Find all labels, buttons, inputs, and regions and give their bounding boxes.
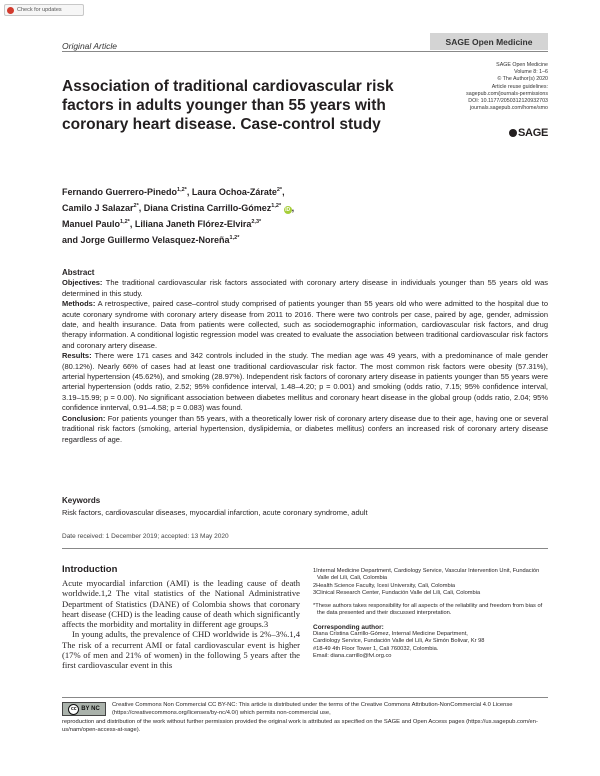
received-accepted-dates: Date received: 1 December 2019; accepted: 13 May 2020 [62,533,229,540]
corresponding-line: Cardiology Service, Fundación Valle del Lili, Av Simón Bolivar, Kr 98 [313,638,485,645]
introduction-body [62,578,300,671]
abstract [62,268,548,445]
check-updates-label: Check for updates [17,7,62,13]
corresponding-line: #18-49 4th Floor Tower 1, Cali 760032, Colombia. [313,645,439,652]
affiliation-item: 1Internal Medicine Department, Cardiology Service, Vascular Intervention Unit, Fundación Valle del Lili, Cali, Colombia [313,568,540,582]
abstract-conclusion: Conclusion: For patients younger than 55 years, with a theoretically lower risk of coronary artery disease due to their age, having one or several traditional risk factors (smoking, arterial hypertension, dyslipidemia, or diabetes mellitus) confers an increased risk of coronary artery disease regardless of age. [62,413,548,444]
article-title: Association of traditional cardiovascular risk factors in adults younger than 55 years with coronary heart disease. Case-control study [62,78,394,133]
corresponding-line: Diana Cristina Carrillo-Gómez, Internal Medicine Department, [313,631,468,638]
meta-doi[interactable]: DOI: 10.1177/2050312120932703 [468,98,548,105]
meta-journal: SAGE Open Medicine [496,62,548,68]
keywords-text: Risk factors, cardiovascular diseases, myocardial infarction, acute coronary syndrome, adult [62,508,368,517]
meta-reuse-label: Article reuse guidelines: [491,83,548,90]
equal-contribution-note: *These authors takes responsibility for all aspects of the reliability and freedom from bias of the data presented and their discussed interpretation. [313,603,543,617]
author-name[interactable]: Manuel Paulo$^{1,2*}$ [62,219,130,229]
cc-license-badge[interactable]: cc BY NC [62,702,106,716]
section-rule [62,548,548,549]
abstract-methods: Methods: A retrospective, paired case–control study comprised of patients younger than 55 years old who were admitted to the hospital due to acute coronary syndrome with coronary artery disease from 2011 to 2016. There were two controls per case, paired by age, gender, admission date, and health insurance. Data from patients were collected, such as sociodemographic information, cardiovascular risk factors, and drug therapy information. A conditional logistic regression model was created to evaluate the association between traditional cardiovascular risk factors and coronary artery disease. [62,299,548,350]
sage-logo: SAGE [509,127,548,139]
corresponding-email[interactable]: Email: diana.carrillo@fvl.org.co [313,652,392,659]
creative-commons-icon: cc [68,704,79,715]
license-text-continued: reproduction and distribution of the work without further permission provided the original work is attributed as specified on the SAGE and Open Access pages (https://us.sagepub.com/en-us/nam/open-access-at-sage). [62,719,538,734]
introduction-heading: Introduction [62,564,118,575]
meta-copyright: © The Author(s) 2020 [497,76,548,83]
license-text: Creative Commons Non Commercial CC BY-NC: This article is distributed under the terms of the Creative Commons Attribution-NonCommercial 4.0 License (https://creativecommons.org/licenses/by-nc/4.0/) which permits non-commercial use, [112,702,513,717]
meta-permissions-link[interactable]: sagepub.com/journals-permissions [466,90,548,97]
sage-logo-icon [509,129,517,137]
keywords-heading: Keywords [62,496,101,505]
affiliation-item: 3Clinical Research Center, Fundación Valle del Lili, Cali, Colombia [313,589,481,596]
abstract-results: Results: There were 171 cases and 342 controls included in the study. The median age was 49 years, with a predominance of male gender (80.12%). Nearly 66% of cases had at least one traditional cardiovascular risk factor. The most common risk factors were obesity (57.31%), arterial hypertension (45.62%), and smoking (28.97%). Independent risk factors of coronary artery disease in patients younger than 55 years were arterial hypertension (odds ratio, 2.52; 95% confidence interval, 1.48–4.20; p = 0.001) and smoking (odds ratio, 7.15; 95% confidence interval, 3.19–15.99; p = 0.00). No significant association between diabetes mellitus and coronary heart disease in the global group (odds ratio, 2.04; 95% confidence innterval, 0.91–4.58; p = 0.083) was found. [62,351,548,413]
affiliation-item: 2Health Science Faculty, Icesi University, Cali, Colombia [313,582,456,589]
author-name[interactable]: Liliana Janeth Flórez-Elvira$^{2,3*}$ [134,219,262,229]
intro-paragraph: Acute myocardial infarction (AMI) is the leading cause of death worldwide.1,2 The vital statistics of the National Administrative Department of Statistics (DANE) of Colombia shows that coronary heart disease (CHD) is the leading cause of death which significantly affects the morbidity and mortality in different age groups.3 [62,578,300,630]
journal-name-tab: SAGE Open Medicine [430,33,548,50]
abstract-objectives: Objectives: The traditional cardiovascular risk factors associated with coronary artery disease in individuals younger than 55 years old was determined in this study. [62,278,548,298]
footer-rule [62,697,548,698]
header-rule [62,51,548,52]
corresponding-author-heading: Corresponding author: [313,623,384,631]
article-type: Original Article [62,41,117,51]
check-for-updates-button[interactable] [4,4,84,16]
abstract-heading: Abstract [62,268,95,277]
meta-volume: Volume 8: 1–6 [514,69,548,76]
author-name[interactable]: Fernando Guerrero-Pinedo$^{1,2*}$ [62,187,187,197]
crossmark-icon [7,7,14,14]
orcid-icon[interactable]: iD [285,207,291,213]
author-name[interactable]: Laura Ochoa-Zárate$^{2*}$ [191,187,283,197]
author-name[interactable]: Diana Cristina Carrillo-Gómez$^{1,2*}$ [143,203,282,213]
article-meta [430,62,548,112]
author-name[interactable]: Camilo J Salazar$^{2*}$ [62,203,139,213]
author-list: Fernando Guerrero-Pinedo$^{1,2*}$, Laura Ochoa-Zárate$^{2*}$, Camilo J Salazar$^{2*}$, Diana Cristina Carrillo-Gómez$^{1,2*}$ iD , Manuel Paulo$^{1,2*}$, Liliana Janeth Flórez-Elvira$^{2,3*}$ and Jorge Guillermo Velasquez-Noreña$^{1,2*}$ [62,187,295,245]
intro-paragraph: In young adults, the prevalence of CHD worldwide is 2%–3%.1,4 The risk of a recurrent AMI or fatal cardiovascular event is higher (17% of men and 21% of women) in the following 5 years after the first cardiovascular event in this [62,629,300,671]
meta-journal-link[interactable]: journals.sagepub.com/home/smo [469,105,548,112]
affiliations-footnote [313,568,548,660]
author-name[interactable]: and Jorge Guillermo Velasquez-Noreña$^{1,2*}$ [62,235,240,245]
